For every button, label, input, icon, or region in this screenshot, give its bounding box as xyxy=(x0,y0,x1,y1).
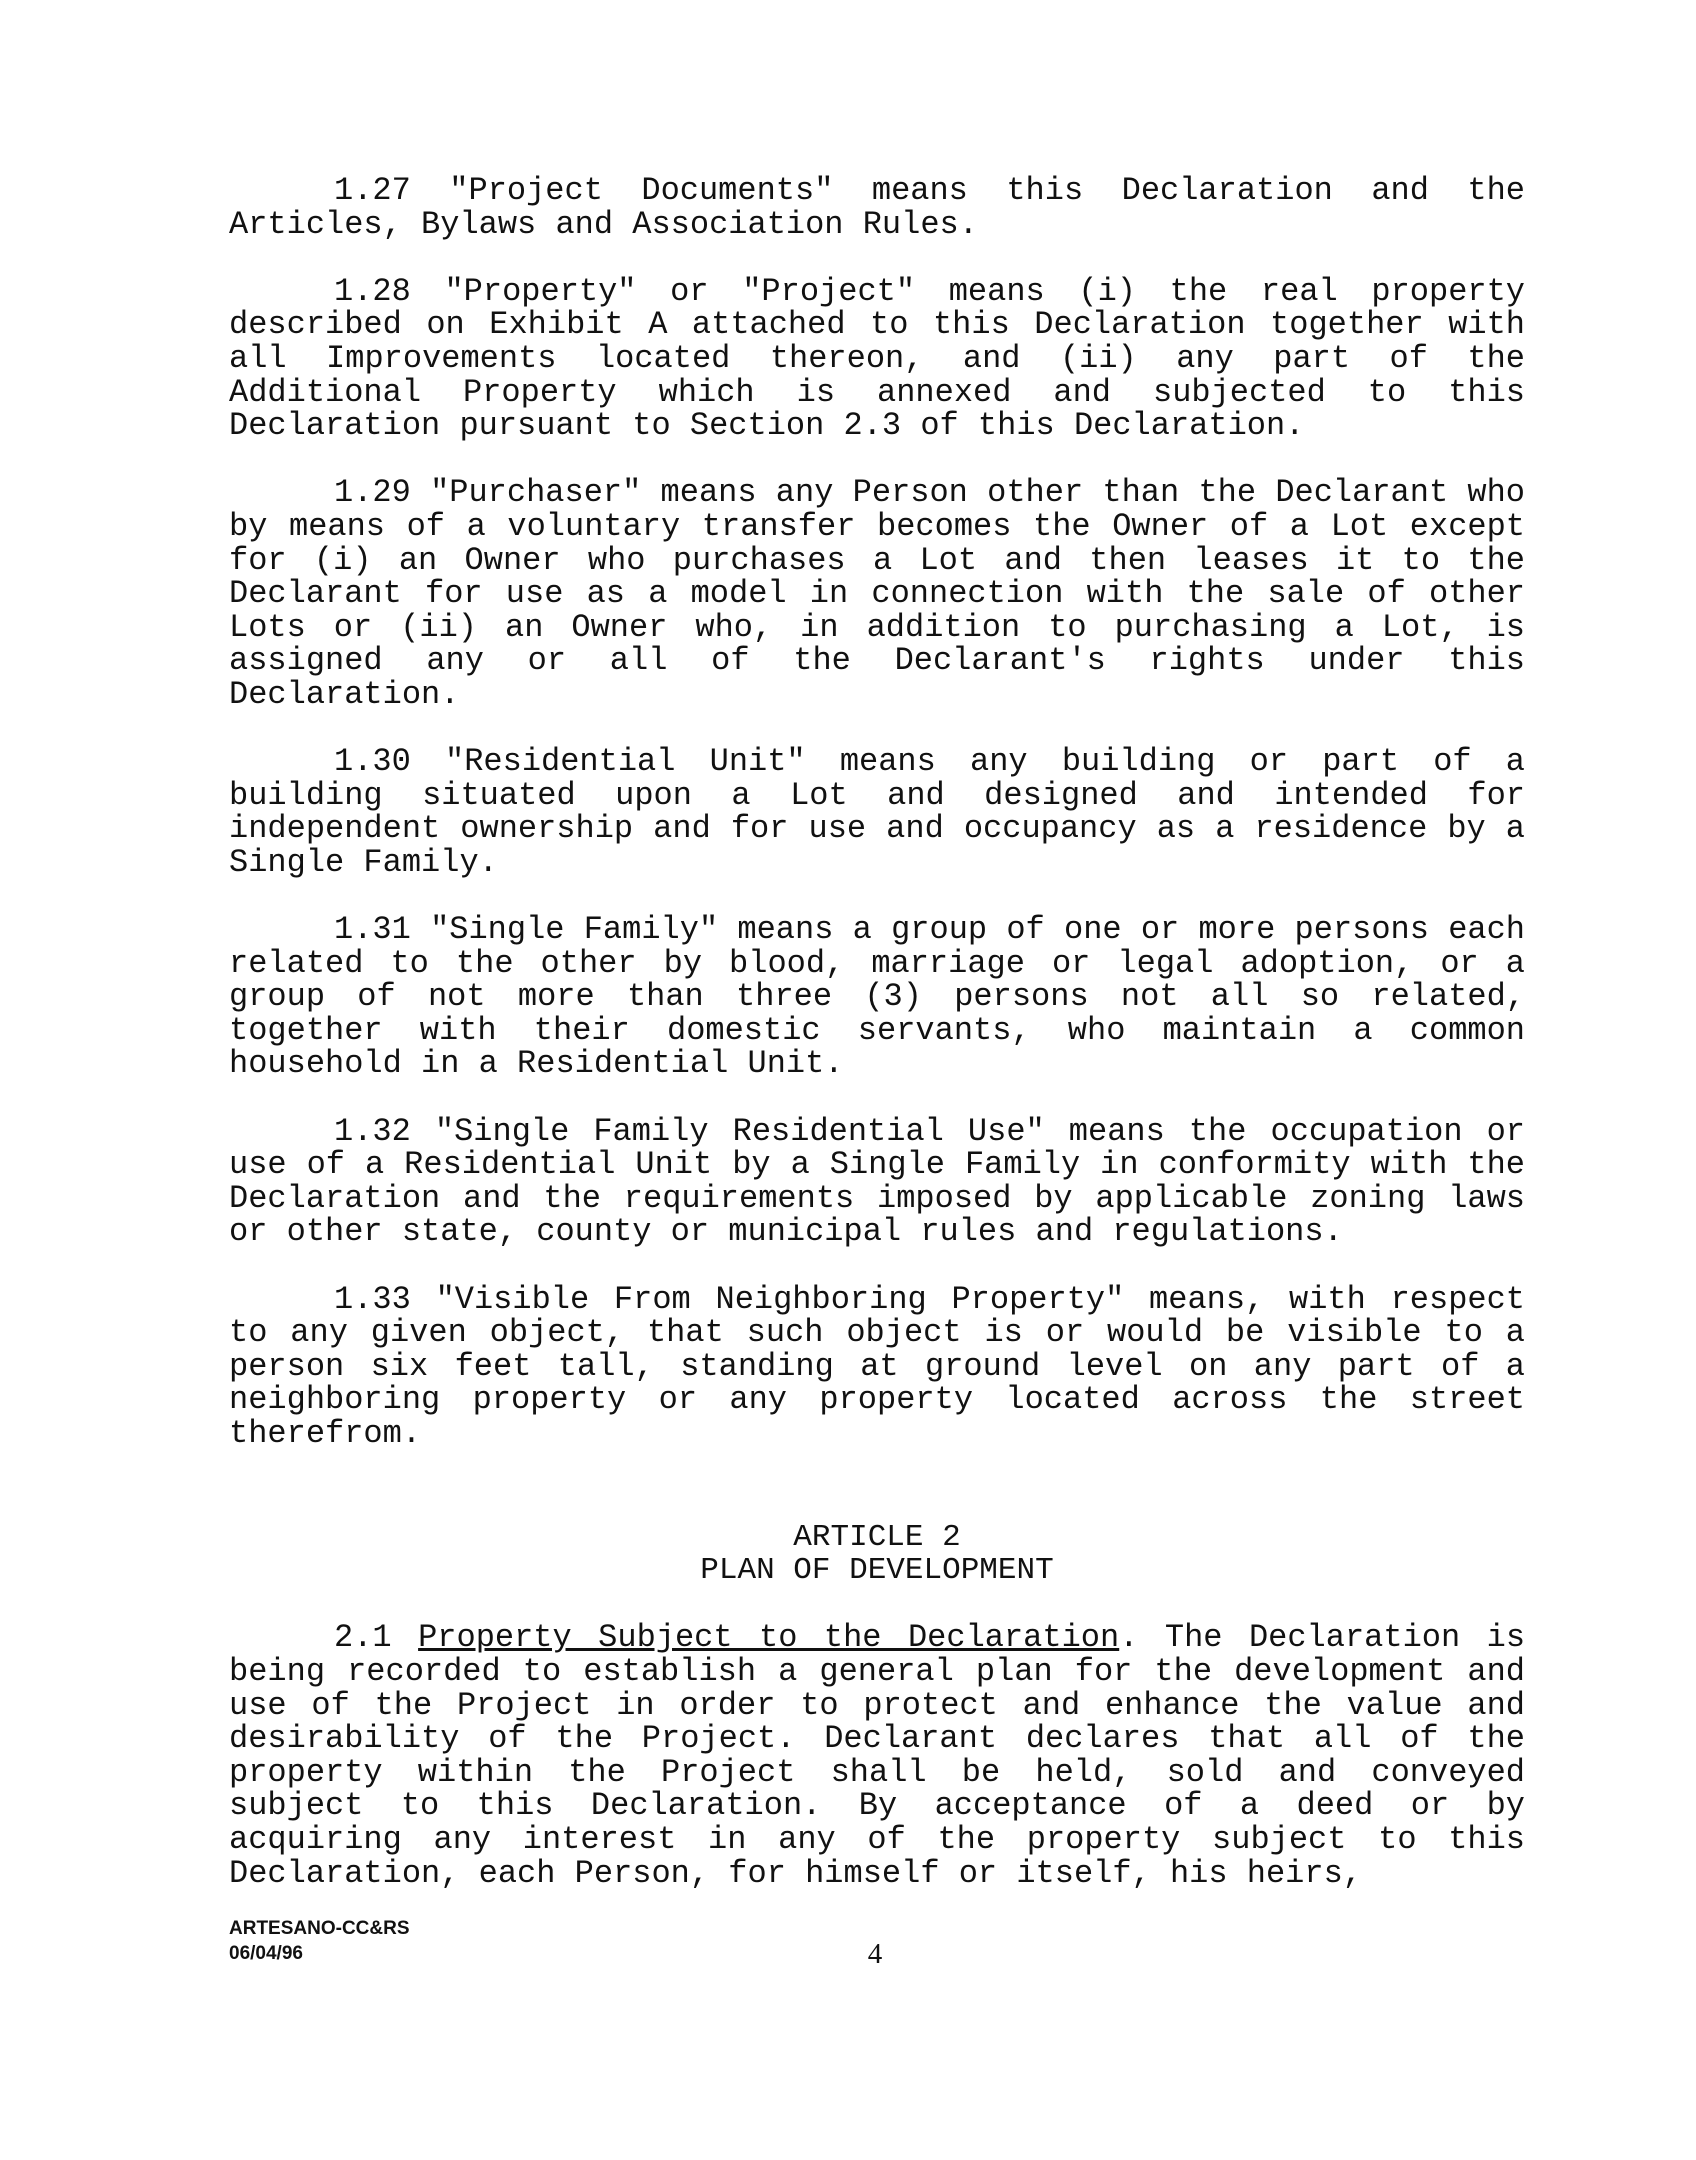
document-body xyxy=(229,174,1525,1924)
definition-text: "Residential Unit" means any building or part of a building situated upon a Lot and designed and intended for independent ownership and for use and occupancy as a residence by a Single Family. xyxy=(229,743,1526,881)
section-number: 1.31 xyxy=(334,911,411,949)
definition-text: "Property" or "Project" means (i) the real property described on Exhibit A attached to this Declaration together with all Improvements located thereon, and (ii) any part of the Additional Property which is annexed and subjected to this Declaration pursuant to Section 2.3 of this Declaration. xyxy=(229,272,1525,445)
definition-1-32 xyxy=(229,1112,1526,1251)
definition-1-28 xyxy=(229,272,1525,445)
section-number: 1.32 xyxy=(334,1112,411,1150)
definition-1-33 xyxy=(229,1280,1526,1452)
article-heading xyxy=(229,1521,1525,1588)
document-date: 06/04/96 xyxy=(229,1943,303,1964)
definition-1-31 xyxy=(229,913,1525,1081)
section-number: 1.27 xyxy=(334,172,411,209)
definition-1-30 xyxy=(229,745,1525,879)
definition-text: "Single Family Residential Use" means the occupation or use of a Residential Unit by a Single Family in conformity with the Declaration and the requirements imposed by applicable zoning laws or other state, county or municipal rules and regulations. xyxy=(229,1112,1526,1251)
article-number: ARTICLE 2 xyxy=(793,1519,961,1555)
article-title: PLAN OF DEVELOPMENT xyxy=(700,1553,1054,1589)
section-title: Property Subject to the Declaration xyxy=(418,1619,1120,1657)
document-footer xyxy=(229,1916,410,1966)
section-number: 1.30 xyxy=(334,743,411,781)
page-number: 4 xyxy=(867,1938,883,1970)
definition-text: "Project Documents" means this Declaration and the Articles, Bylaws and Association Rules. xyxy=(229,172,1526,243)
section-text: The Declaration is being recorded to establish a general plan for the development and use of the Project in order to protect and enhance the value and desirability of the Project. Declarant declares that all of the property within the Project shall be held, sold and conveyed subject to this Declaration. By acceptance of a deed or by acquiring any interest in any of the property subject to this Declaration, each Person, for himself or itself, his heirs, xyxy=(229,1619,1526,1892)
document-id: ARTESANO-CC&RS xyxy=(229,1918,410,1939)
definition-text: "Visible From Neighboring Property" means, with respect to any given object, that such object is or would be visible to a person six feet tall, standing at ground level on any part of a neighboring property or any property located across the street therefrom. xyxy=(229,1280,1526,1452)
section-number: 2.1 xyxy=(334,1619,392,1657)
section-number: 1.28 xyxy=(334,272,411,310)
section-number: 1.29 xyxy=(334,474,411,512)
definition-text: "Single Family" means a group of one or more persons each related to the other by blood, marriage or legal adoption, or a group of not more than three (3) persons not all so related, together with their domestic servants, who maintain a common household in a Residential Unit. xyxy=(229,911,1526,1083)
definition-1-27 xyxy=(229,174,1525,241)
section-title-period: . xyxy=(1119,1619,1139,1657)
definition-text: "Purchaser" means any Person other than the Declarant who by means of a voluntary transfer becomes the Owner of a Lot except for (i) an Owner who purchases a Lot and then leases it to the Declarant for use as a model in connection with the sale of other Lots or (ii) an Owner who, in addition to purchasing a Lot, is assigned any or all of the Declarant's rights under this Declaration. xyxy=(229,474,1526,713)
definition-1-29 xyxy=(229,476,1525,711)
section-number: 1.33 xyxy=(334,1280,411,1318)
section-2-1 xyxy=(229,1621,1525,1890)
